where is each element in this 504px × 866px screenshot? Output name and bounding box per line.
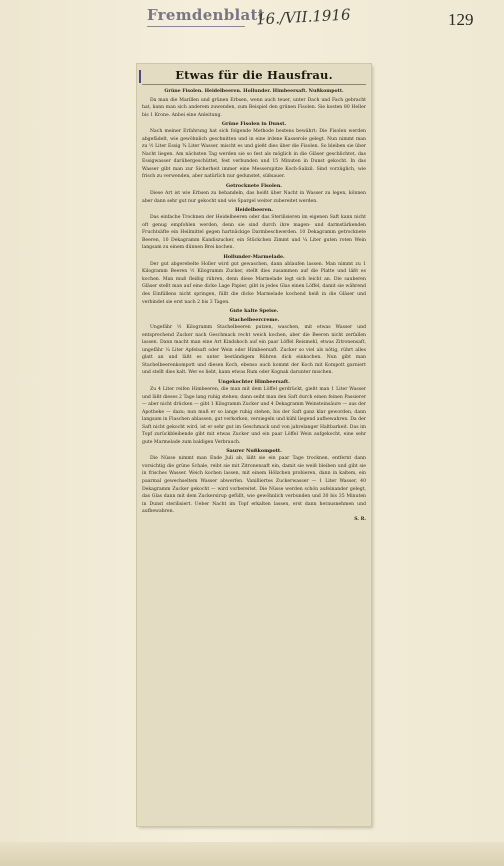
article-title: Etwas für die Hausfrau. bbox=[142, 68, 366, 85]
section-heading: Saurer Nußkompott. bbox=[226, 448, 282, 455]
masthead-underline bbox=[147, 26, 245, 27]
handwritten-date: 16./VII.1916 bbox=[255, 5, 351, 29]
newspaper-clipping bbox=[137, 64, 371, 826]
article-lead: Grüne Fisolen. Heidelbeeren. Hollunder. Himbeersaft. Nußkompott. bbox=[164, 89, 344, 94]
page-number: 129 bbox=[448, 10, 474, 29]
section-text: Nach meiner Erfahrung hat sich folgende Methode bestens bewährt: Die Fisolen werden abgefädelt, wie gewöhnlich geschnitten und in eine irdene Kasserole gelegt. Nun nimmt man zu ½ Liter Essig ¾ Liter Wasser, mischt es und gießt dies über die Fisolen. So bleiben sie über Nacht liegen. Am nächsten Tag werden sie so fest als möglich in die Gläser geschlichtet, das Essigwasser darübergeschüttet, fest verbunden und 15 Minuten in Dunst gekocht. In das Wasser gibt man zur Sicherheit immer eine Messerspitze Koch-Salizil. Sind vorzüglich, wie frisch zu verwenden, aber natürlich nur gedunstet, süßsauer. bbox=[142, 129, 366, 180]
author-signature: S. R. bbox=[354, 516, 366, 522]
page-bottom-edge bbox=[0, 842, 504, 866]
section-text: Ungefähr ½ Kilogramm Stachelbeeren putzen, waschen, mit etwas Wasser und entsprechend Zucker nach Geschmack recht weich kochen, aber die Beeren nicht zerfallen lassen. Dann macht man eine Art Kindskoch auf ein paar Löffel Reismehl, etwas Zitronensaft, ungefähr ¼ Liter Apfelsaft oder Wein oder Himbeersaft. Zucker so viel als nötig, rührt alles glatt an und läßt es unter beständigem Rühren dick einkochen. Nun gibt man Stachelbeerenkompott und diesen Koch, ebenso auch kommt der Koch mit Kompott garniert und stellt dies kalt. Wer es liebt, kann etwas Rum oder Kognak darunter mischen. bbox=[142, 325, 366, 376]
section-text: Das einfache Trocknen der Heidelbeeren oder das Sterilisieren im eigenen Saft kann nicht oft genug empfohlen werden, denn sie sind durch ihre magen- und darmstärkenden Fruchtsäfte ein Heilmittel gegen hartnäckige Darmbeschwerden. 10 Dekagramm getrocknete Beeren, 10 Dekagramm Kandiszucker, ein Stückchen Zimmt und ¼ Liter guten roten Wein langsam zu einem dünnen Brei kochen. bbox=[142, 215, 366, 251]
section-text: Der gut abgerebelte Holler wird gut gewaschen, dann ablaufen lassen. Man nimmt zu 1 Kilogramm Beeren ½ Kilogramm Zucker, stellt dies zusammen auf die Platte und läßt es kochen. Man muß fleißig rühren, denn diese Marmelade legt sich leicht an. Die sauberen Gläser stellt man auf eine dicke Lage Papier, gibt in jedes Glas einen Löffel, damit sie während des Einfüllens nicht springen, füllt die dicke Marmelade kochend heiß in die Gläser und verbindet sie erst nach 2 bis 3 Tagen. bbox=[142, 261, 366, 305]
section-text: Diese Art ist wie Erbsen zu behandeln, das heißt über Nacht in Wasser zu legen, können aber dann sehr gut nur gekocht und wie Spargel weiter zubereitet werden. bbox=[142, 191, 366, 204]
section-heading: Stachelbeercreme. bbox=[228, 317, 280, 324]
article-intro: Da man die Marillen und grünen Erbsen, wenn auch teuer, unter Dach und Fach gebracht hat, kann man sich anderem zuwenden, zum Beispiel den grünen Fisolen. Sie kosten 80 Heller bis 1 Krone. Anbei eine Anleitung. bbox=[142, 97, 366, 118]
section-text: Die Nüsse nimmt man Ende Juli ab, läßt sie ein paar Tage trocknen, entfernt dann vorsichtig die grüne Schale, reibt sie mit Zitronensaft ein, damit sie weiß bleiben und gibt sie in frisches Wasser. Weich kochen lassen, mit einem Hölzchen probieren, dann in kaltem, ein paarmal gewechseltem Wasser abwerfen. Vanilliertes Zuckerwasser — 1 Liter Wasser, 40 Dekagramm Zucker gekocht — wird vorbereitet. Die Nüsse werden schön aufeinander gelegt, das Glas dann mit dem Zuckersirup gefüllt, wie gewöhnlich verbunden und 30 bis 35 Minuten in Dunst sterilisiert. Ueber Nacht im Topf erkalten lassen, erst dann herausnehmen und aufbewahren. bbox=[142, 456, 366, 515]
margin-mark bbox=[139, 70, 141, 83]
section-heading: Heidelbeeren. bbox=[235, 207, 273, 214]
section-heading: Hollunder-Marmelade. bbox=[223, 253, 285, 260]
section-heading: Getrocknete Fisolen. bbox=[226, 183, 282, 190]
section-text: Zu 4 Liter reifen Himbeeren, die man mit dem Löffel gerdrückt, gießt man 1 Liter Wasser und läßt dieses 2 Tage lang ruhig stehen; dann seiht man den Saft durch einen feinen Passierer — aber nicht drücken — gibt 1 Kilogramm Zucker und 4 Dekagramm Weinsteinsäure — aus der Apotheke — dazu; nun muß er so lange ruhig stehen, bis der Saft ganz klar geworden, dann langsam in Flaschen ablassen, gut verkorken, versiegeln und kühl liegend aufbewahren. Da der Saft nicht gekocht wird, ist er sehr gut im Geschmack und von jahrelanger Haltbarkeit. Das im Topf zurückbleibende gibt mit etwas Zucker und ein paar Löffel Wein aufgekocht, eine sehr gute Marmelade zum baldigen Verbrauch. bbox=[142, 386, 366, 445]
newspaper-masthead: Fremdenblatt bbox=[147, 6, 266, 24]
article-body bbox=[142, 67, 366, 523]
section-heading: Ungekochter Himbeersaft. bbox=[218, 378, 290, 385]
section-heading: Grüne Fisolen in Dunst. bbox=[221, 121, 287, 128]
section-heading: Gute kalte Speise. bbox=[229, 308, 279, 315]
